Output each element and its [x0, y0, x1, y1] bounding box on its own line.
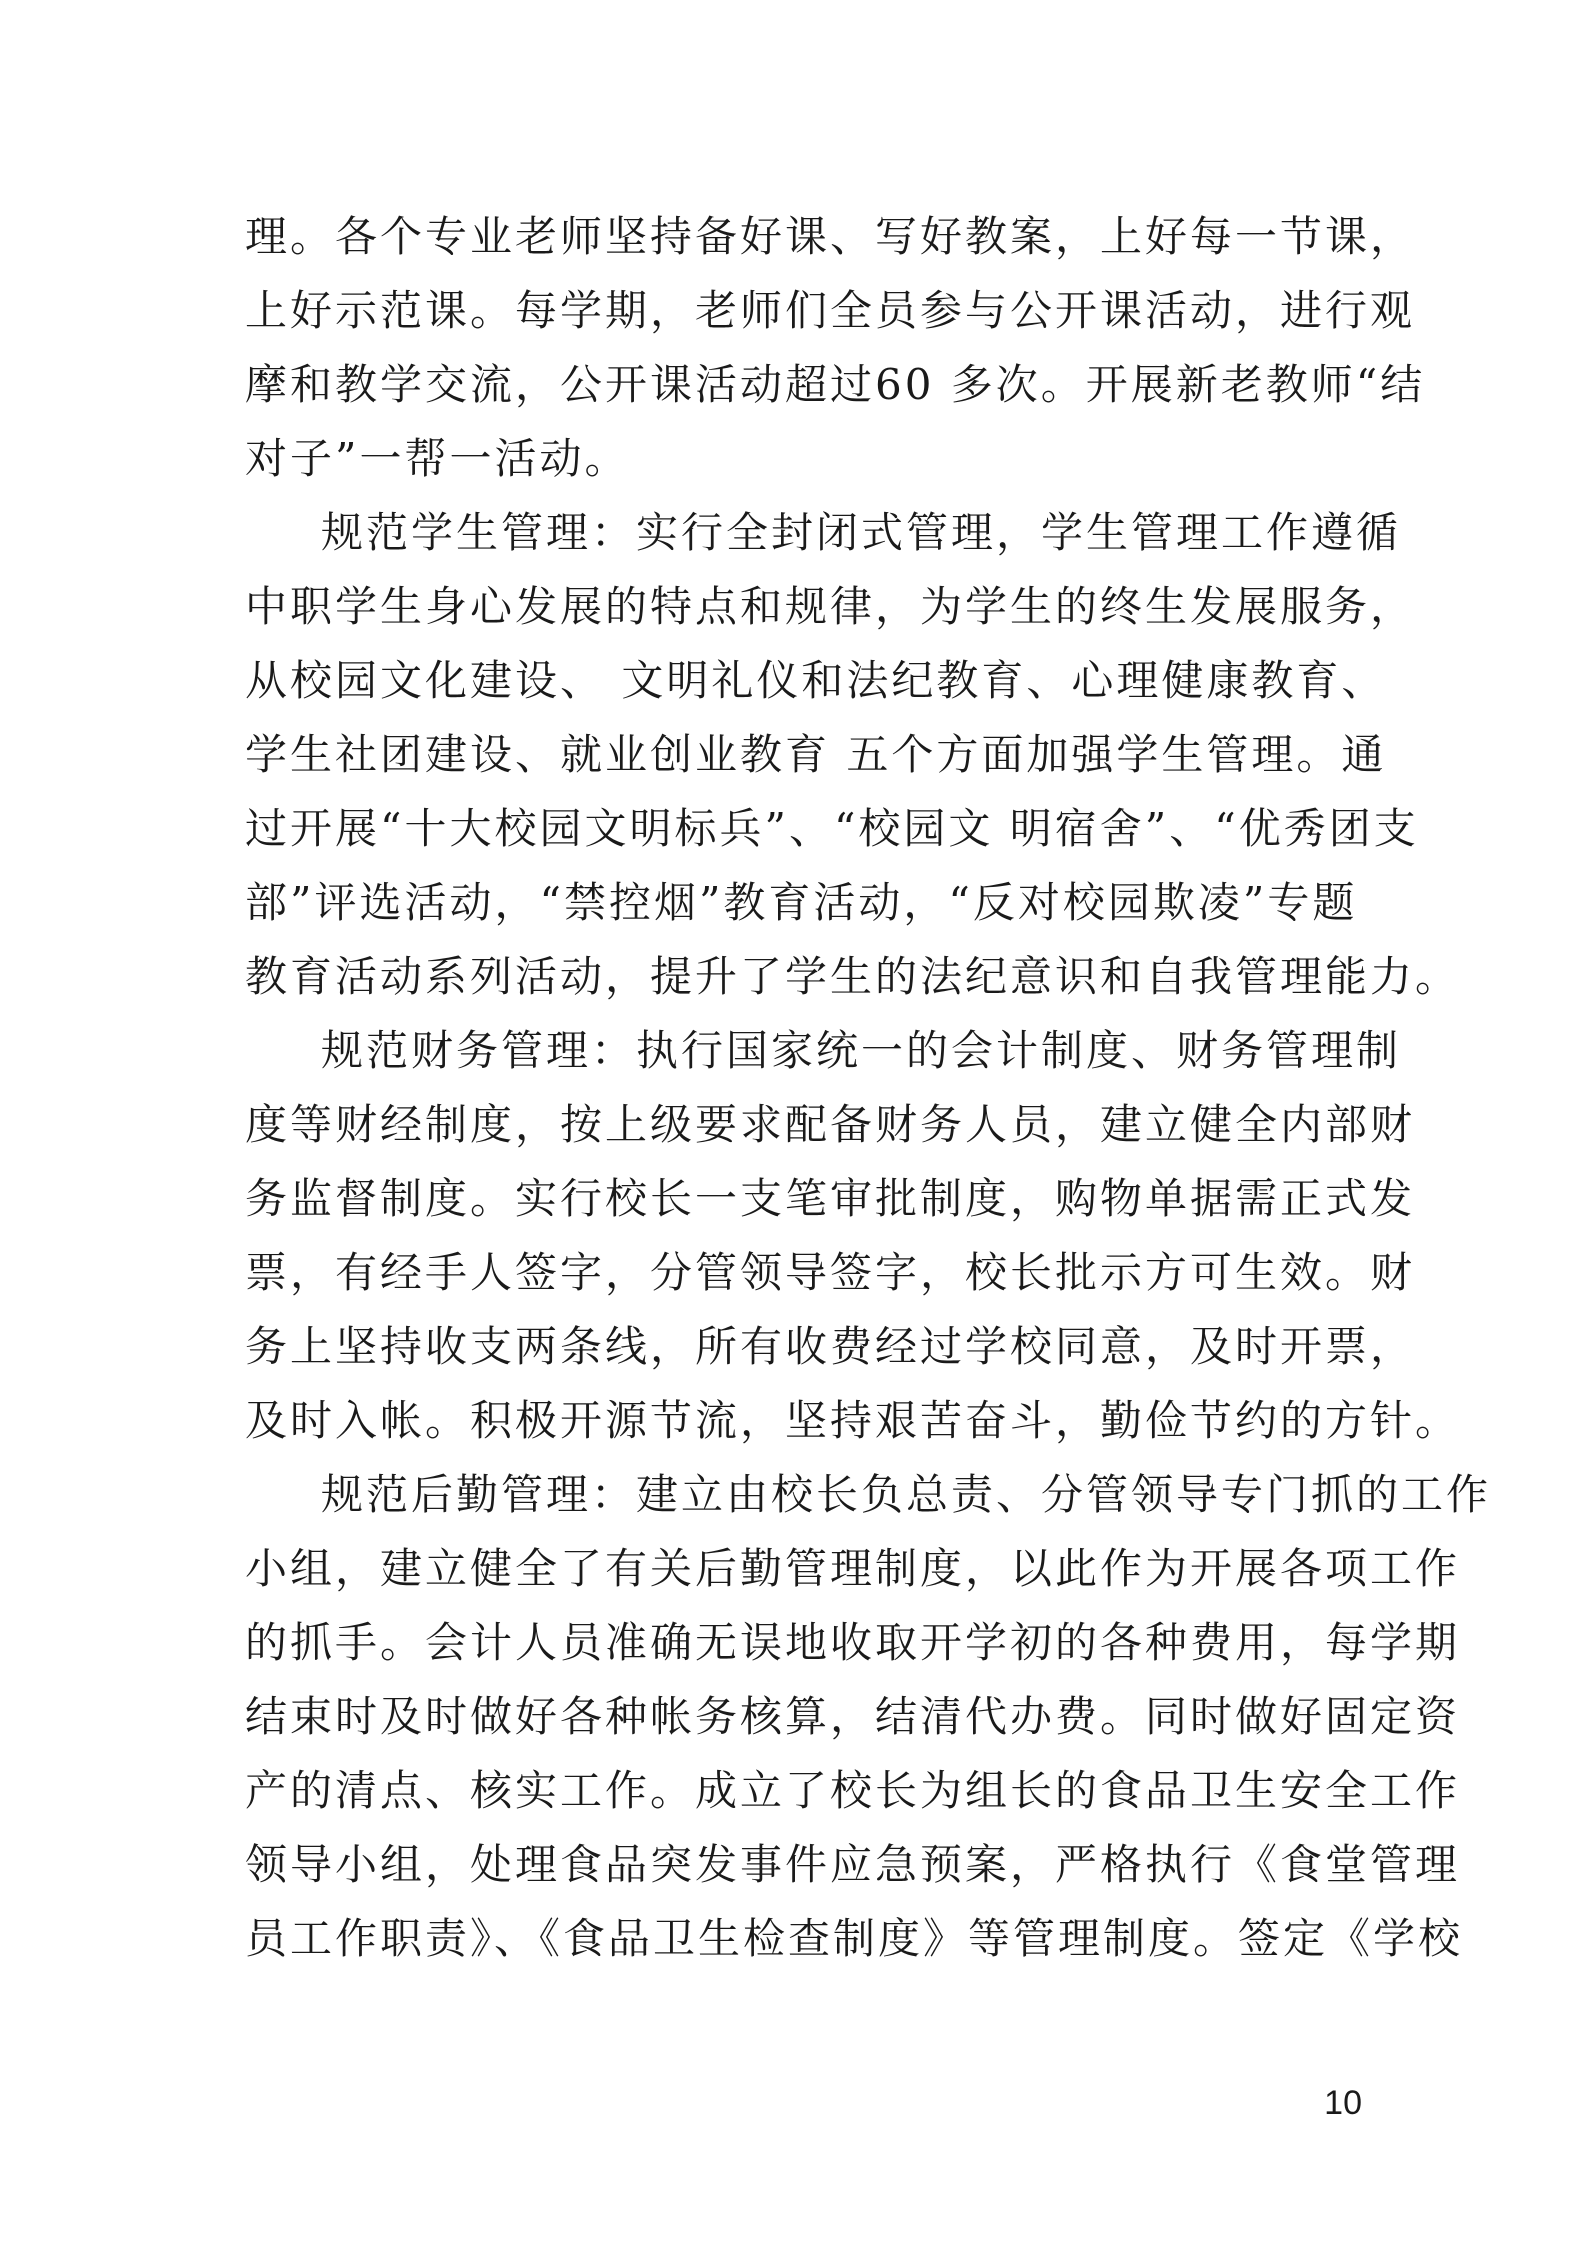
- paragraph-line: 理。各个专业老师坚持备好课、写好教案，上好每一节课，: [245, 212, 1416, 261]
- paragraph-line: 领导小组，处理食品突发事件应急预案，严格执行《食堂管理: [245, 1840, 1461, 1889]
- paragraph-line: 学生社团建设、就业创业教育 五个方面加强学生管理。通: [245, 730, 1387, 779]
- paragraph-line: 从校园文化建设、 文明礼仪和法纪教育、心理健康教育、: [245, 656, 1387, 705]
- paragraph-line: 务监督制度。实行校长一支笔审批制度，购物单据需正式发: [245, 1174, 1416, 1223]
- paragraph-line: 过开展“十大校园文明标兵”、“校园文 明宿舍”、“优秀团支: [245, 804, 1419, 853]
- paragraph-line: 票，有经手人签字，分管领导签字，校长批示方可生效。财: [245, 1248, 1416, 1297]
- paragraph-line: 小组，建立健全了有关后勤管理制度，以此作为开展各项工作: [245, 1544, 1461, 1593]
- paragraph-line: 务上坚持收支两条线，所有收费经过学校同意，及时开票，: [245, 1322, 1416, 1371]
- paragraph-line: 部”评选活动，“禁控烟”教育活动，“反对校园欺凌”专题: [245, 878, 1358, 927]
- paragraph-line: 度等财经制度，按上级要求配备财务人员，建立健全内部财: [245, 1100, 1416, 1149]
- paragraph-line: 的抓手。会计人员准确无误地收取开学初的各种费用，每学期: [245, 1618, 1461, 1667]
- paragraph-line: 上好示范课。每学期，老师们全员参与公开课活动，进行观: [245, 286, 1416, 335]
- paragraph-line: 对子”一帮一活动。: [245, 434, 630, 483]
- paragraph-line: 摩和教学交流，公开课活动超过60 多次。开展新老教师“结: [245, 360, 1426, 409]
- paragraph-line: 教育活动系列活动，提升了学生的法纪意识和自我管理能力。: [245, 952, 1461, 1001]
- paragraph-first-line: 规范财务管理：执行国家统一的会计制度、财务管理制: [321, 1026, 1402, 1075]
- paragraph-first-line: 规范后勤管理：建立由校长负总责、分管领导专门抓的工作: [321, 1470, 1492, 1519]
- paragraph-line: 及时入帐。积极开源节流，坚持艰苦奋斗，勤俭节约的方针。: [245, 1396, 1461, 1445]
- paragraph-line: 员工作职责》、《食品卫生检查制度》等管理制度。签定《学校: [245, 1914, 1464, 1963]
- body-text: [245, 200, 1492, 1976]
- paragraph-line: 产的清点、核实工作。成立了校长为组长的食品卫生安全工作: [245, 1766, 1461, 1815]
- page-number: 10: [1324, 2084, 1362, 2122]
- paragraph-line: 结束时及时做好各种帐务核算，结清代办费。同时做好固定资: [245, 1692, 1461, 1741]
- paragraph-line: 中职学生身心发展的特点和规律，为学生的终生发展服务，: [245, 582, 1416, 631]
- paragraph-first-line: 规范学生管理：实行全封闭式管理，学生管理工作遵循: [321, 508, 1402, 557]
